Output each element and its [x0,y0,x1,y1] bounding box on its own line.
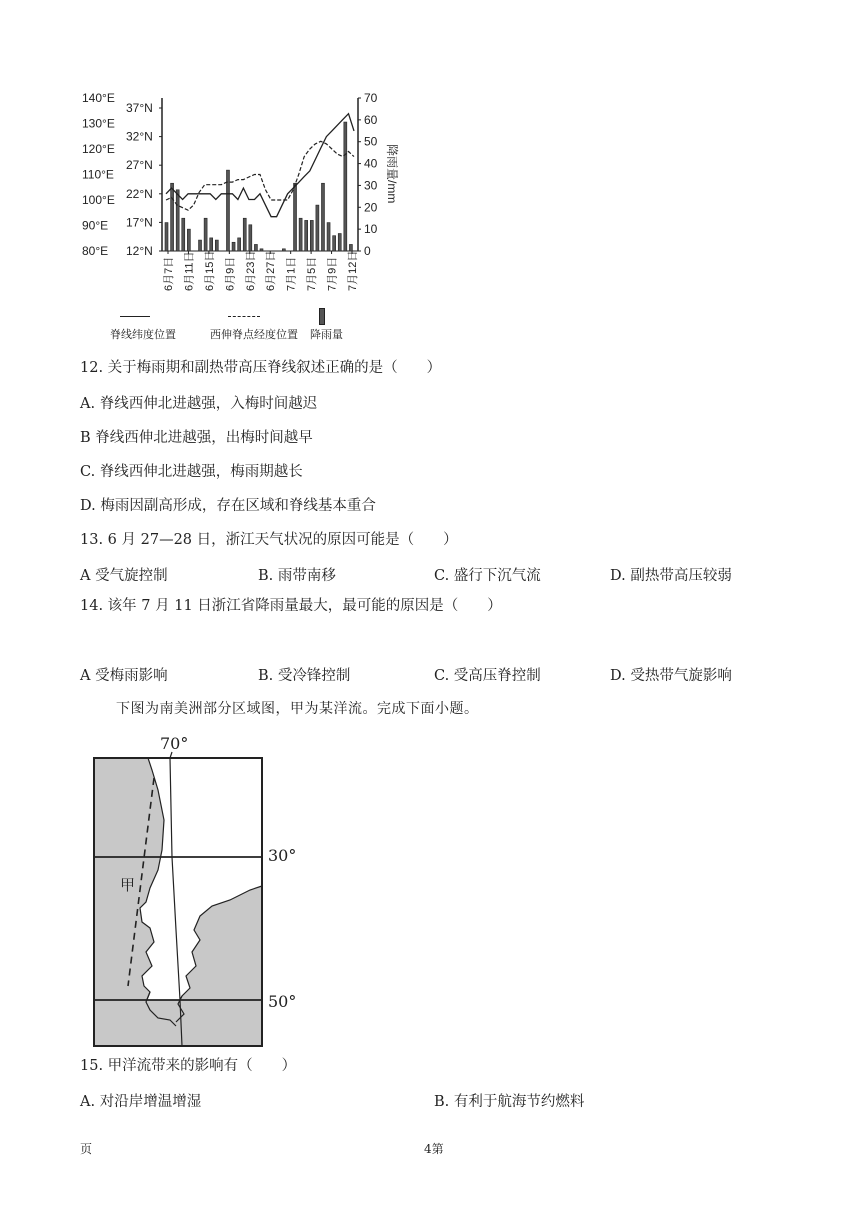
rain-bar [204,218,207,251]
map-south-band [94,1000,262,1046]
map-lat-30-label: 30° [268,846,297,865]
rain-bar [338,234,341,251]
date-tick-label: 6月11日 [183,251,196,291]
legend-solid-line [120,316,150,317]
legend-rain: 降雨量 [310,328,343,341]
footer-left: 页 [80,1142,93,1156]
rain-bar [182,218,185,251]
south-america-map [80,730,320,1050]
lat-tick-label: 32°N [126,129,153,144]
date-tick-label: 6月27日 [265,250,278,291]
rain-bar [249,225,252,251]
legend-bar [319,308,325,325]
q13-option-a[interactable]: A 受气旋控制 [80,568,168,584]
rain-bar [165,223,168,251]
date-tick-label: 7月9日 [326,256,339,291]
rain-bar [171,183,174,251]
rain-bar [282,249,285,251]
question-13-stem: 13. 6 月 27—28 日，浙江天气状况的原因可能是（ ） [80,532,458,548]
rain-bar [199,240,202,251]
lat-tick-label: 12°N [126,244,153,258]
rain-tick-label: 20 [364,200,378,215]
q14-option-b[interactable]: B. 受冷锋控制 [258,668,351,684]
legend-west-lon: 西伸脊点经度位置 [210,328,298,341]
question-15-stem: 15. 甲洋流带来的影响有（ ） [80,1058,297,1074]
q13-option-c[interactable]: C. 盛行下沉气流 [434,568,541,584]
rain-tick-label: 50 [364,134,378,149]
map-lat-50-label: 50° [268,992,297,1011]
rain-tick-label: 60 [364,112,378,127]
footer-page-number: 4第 [424,1142,444,1156]
rain-bar [316,205,319,251]
chart-legend [110,308,370,344]
chart-svg [80,88,410,298]
rain-tick-label: 30 [364,178,378,193]
rain-tick-label: 70 [364,91,378,105]
lon-tick-label: 110°E [82,167,114,182]
lat-tick-label: 37°N [126,101,153,115]
rain-bar [215,240,218,251]
rain-bar [344,122,347,251]
q14-option-d[interactable]: D. 受热带气旋影响 [610,668,732,684]
question-14-stem: 14. 该年 7 月 11 日浙江省降雨量最大，最可能的原因是（ ） [80,598,502,614]
rain-bar [299,218,302,251]
lon-tick-label: 130°E [82,116,115,131]
legend-dashed-line [228,316,260,317]
q15-option-a[interactable]: A. 对沿岸增温增湿 [80,1094,202,1110]
rain-bar [238,238,241,251]
date-tick-label: 7月5日 [306,256,319,291]
map-lon-label: 70° [160,734,189,753]
rain-bar [176,190,179,251]
rain-tick-label: 0 [364,244,371,258]
q12-option-d[interactable]: D. 梅雨因副高形成，存在区域和脊线基本重合 [80,498,376,514]
lon-tick-label: 90°E [82,218,109,233]
rain-bar [327,223,330,251]
lat-tick-label: 17°N [126,215,153,230]
q13-option-d[interactable]: D. 副热带高压较弱 [610,568,732,584]
lat-tick-label: 27°N [126,158,153,173]
rain-bar [260,249,263,251]
rain-bar [243,218,246,251]
rain-bar [254,244,257,251]
date-tick-label: 7月1日 [285,256,298,291]
q14-option-a[interactable]: A 受梅雨影响 [80,668,168,684]
q12-option-a[interactable]: A. 脊线西伸北进越强，入梅时间越迟 [80,396,318,412]
q12-option-b[interactable]: B 脊线西伸北进越强，出梅时间越早 [80,430,313,446]
rain-bar [310,220,313,251]
rain-bar [187,229,190,251]
rain-bar [305,220,308,251]
lon-tick-label: 80°E [82,244,109,258]
question-12-stem: 12. 关于梅雨期和副热带高压脊线叙述正确的是（ ） [80,360,442,376]
map-current-label: 甲 [120,876,136,894]
rain-bar [333,236,336,251]
west-extension-line [166,141,354,210]
date-tick-label: 6月15日 [203,250,216,291]
rain-bar [294,183,297,251]
rain-tick-label: 40 [364,156,378,171]
rain-bar [232,242,235,251]
legend-ridge-lat: 脊线纬度位置 [110,328,176,341]
lon-tick-label: 140°E [82,91,115,105]
q12-option-c[interactable]: C. 脊线西伸北进越强，梅雨期越长 [80,464,303,480]
lat-tick-label: 22°N [126,186,153,201]
rain-bar [321,183,324,251]
q13-option-b[interactable]: B. 雨带南移 [258,568,336,584]
climate-chart [80,88,410,298]
rain-bar [349,244,352,251]
date-tick-label: 6月23日 [244,250,257,291]
date-tick-label: 7月12日 [347,250,359,291]
lon-tick-label: 120°E [82,142,115,156]
rain-tick-label: 10 [364,222,378,237]
map-intro-text: 下图为南美洲部分区域图，甲为某洋流。完成下面小题。 [116,701,479,717]
q15-option-b[interactable]: B. 有利于航海节约燃料 [434,1094,585,1110]
rain-axis-title: 降雨量/mm [385,144,399,204]
rain-bar [210,238,213,251]
ridge-latitude-line [166,114,354,217]
lon-tick-label: 100°E [82,193,115,207]
q14-option-c[interactable]: C. 受高压脊控制 [434,668,541,684]
date-tick-label: 6月7日 [163,256,175,291]
date-tick-label: 6月9日 [224,256,237,291]
